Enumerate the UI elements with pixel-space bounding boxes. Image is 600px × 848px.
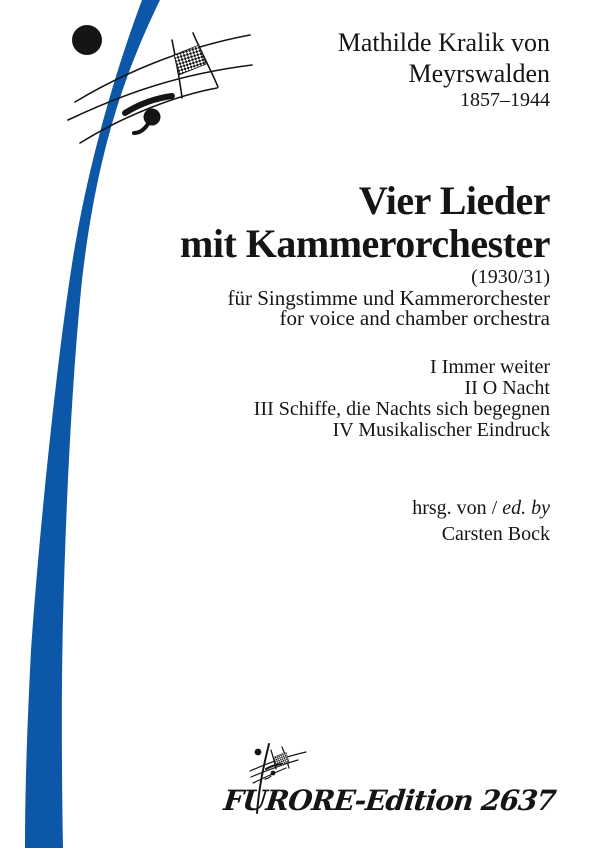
editor-block (412, 495, 550, 547)
movement-item: III Schiffe, die Nachts sich begegnen (253, 398, 550, 420)
movement-item: I Immer weiter (430, 356, 550, 378)
blue-stripe (25, 0, 160, 848)
composer-block (338, 27, 550, 112)
editor-label (412, 495, 550, 521)
subtitle-english: for voice and chamber orchestra (279, 306, 550, 330)
logo-dot-icon (72, 25, 102, 55)
editor-label-en: ed. by (502, 497, 550, 519)
composer-name-line1: Mathilde Kralik von (337, 28, 550, 57)
movement-item: II O Nacht (464, 377, 550, 399)
composer-dates: 1857–1944 (460, 89, 550, 111)
furore-logo-mark (68, 25, 252, 143)
work-year: (1930/31) (471, 266, 550, 288)
title-block (180, 179, 550, 328)
mini-dot-icon (255, 749, 262, 756)
work-title-line1: Vier Lieder (358, 178, 550, 223)
note-comma-tail-icon (134, 124, 148, 133)
editor-label-de: hrsg. von / (412, 497, 503, 519)
movement-list (254, 357, 550, 441)
staff-line-icon (68, 65, 252, 120)
mini-comma-icon (271, 771, 276, 776)
movement-item: IV Musikalischer Eindruck (332, 419, 550, 441)
note-comma-icon (144, 109, 161, 126)
composer-name-line2: Meyrswalden (408, 59, 550, 88)
work-title-line2: mit Kammerorchester (180, 221, 550, 266)
subtitle-german: für Singstimme und Kammerorchester (227, 286, 550, 310)
publisher-edition-wordmark: FURORE-Edition 2637 (222, 784, 558, 817)
editor-name: Carsten Bock (441, 523, 550, 545)
